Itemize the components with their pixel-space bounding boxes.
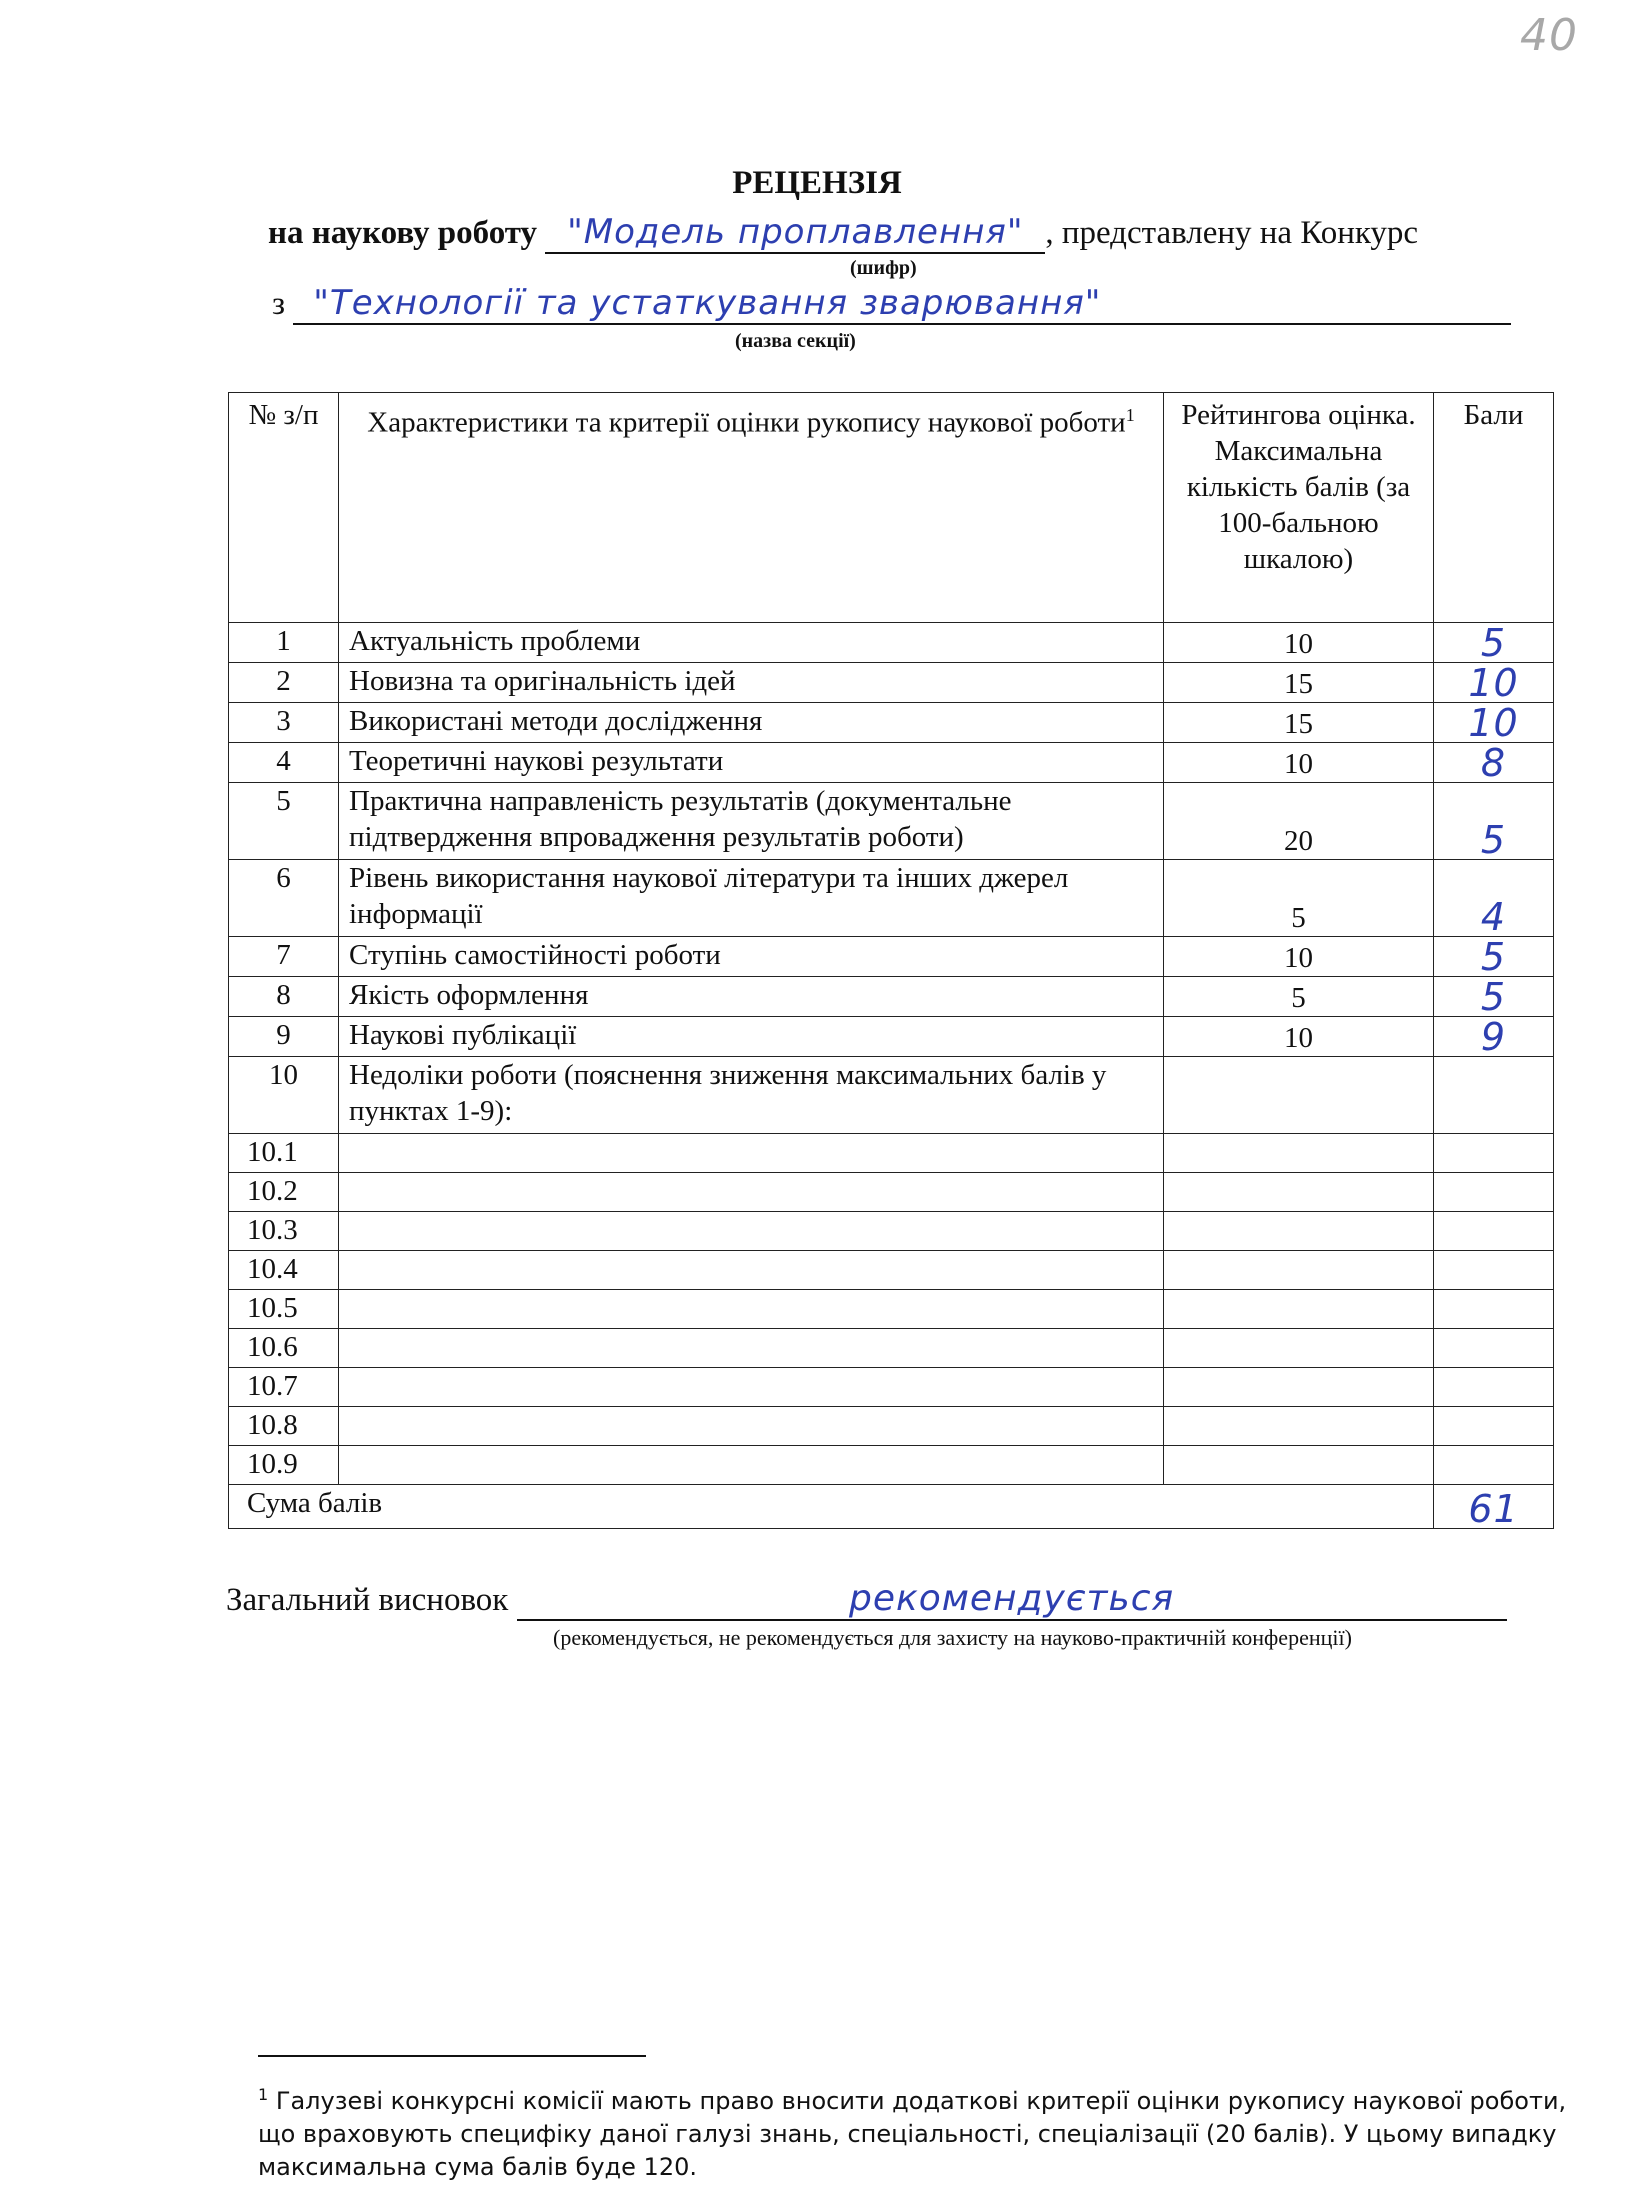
- footnote-ref: 1: [1125, 405, 1135, 425]
- row-no: 9: [229, 1017, 339, 1057]
- row-score: 9: [1434, 1017, 1554, 1057]
- subrow-no: 10.8: [229, 1407, 339, 1446]
- row-max: 10: [1164, 937, 1434, 977]
- row-no: 2: [229, 663, 339, 703]
- row-criteria: Актуальність проблеми: [339, 623, 1164, 663]
- table-row: [229, 623, 1554, 663]
- row-max: 10: [1164, 623, 1434, 663]
- section-prefix: з: [272, 286, 286, 322]
- table-subrow: [229, 1212, 1554, 1251]
- row-criteria: Теоретичні наукові результати: [339, 743, 1164, 783]
- table-subrow: [229, 1329, 1554, 1368]
- subrow-max: [1164, 1329, 1434, 1368]
- work-suffix: , представлену на Конкурс: [1045, 215, 1419, 251]
- document-title: РЕЦЕНЗІЯ: [732, 165, 902, 201]
- table-subrow: [229, 1173, 1554, 1212]
- subrow-no: 10.9: [229, 1446, 339, 1485]
- subrow-text: [339, 1134, 1164, 1173]
- total-label: Сума балів: [229, 1485, 1434, 1529]
- row-no: 3: [229, 703, 339, 743]
- row-criteria: Ступінь самостійності роботи: [339, 937, 1164, 977]
- subrow-text: [339, 1251, 1164, 1290]
- row-score: 8: [1434, 743, 1554, 783]
- row-score: 10: [1434, 663, 1554, 703]
- subrow-score: [1434, 1446, 1554, 1485]
- footnote-marker: 1: [258, 2085, 269, 2104]
- header-criteria: Характеристики та критерії оцінки рукопису наукової роботи$^1$: [339, 393, 1164, 623]
- table-row: [229, 663, 1554, 703]
- subrow-score: [1434, 1290, 1554, 1329]
- table-row: [229, 743, 1554, 783]
- subrow-text: [339, 1173, 1164, 1212]
- row-max: 10: [1164, 743, 1434, 783]
- table-subrow: [229, 1251, 1554, 1290]
- work-label: на наукову роботу: [268, 215, 538, 251]
- row-criteria: Недоліки роботи (пояснення зниження максимальних балів у пунктах 1-9):: [339, 1057, 1164, 1134]
- row-max: 5: [1164, 860, 1434, 937]
- work-line: [268, 212, 1418, 254]
- table-row: [229, 1017, 1554, 1057]
- row-criteria: Використані методи дослідження: [339, 703, 1164, 743]
- subrow-score: [1434, 1407, 1554, 1446]
- subrow-no: 10.5: [229, 1290, 339, 1329]
- header-no: № з/п: [229, 393, 339, 623]
- subrow-no: 10.3: [229, 1212, 339, 1251]
- subrow-no: 10.6: [229, 1329, 339, 1368]
- row-criteria: Рівень використання наукової літератури та інших джерел інформації: [339, 860, 1164, 937]
- table-subrow: [229, 1368, 1554, 1407]
- table-row: [229, 1057, 1554, 1134]
- conclusion-line: [226, 1578, 1507, 1621]
- subrow-score: [1434, 1251, 1554, 1290]
- row-score: 4: [1434, 860, 1554, 937]
- table-row: [229, 977, 1554, 1017]
- footnote-text: Галузеві конкурсні комісії мають право вносити додаткові критерії оцінки рукопису наукової роботи, що враховують специфіку даної галузі знань, спеціальності, спеціалізації (20 балів). У цьому випадку максимальна сума балів буде 120.: [258, 2087, 1567, 2181]
- row-no: 7: [229, 937, 339, 977]
- row-score: 5: [1434, 937, 1554, 977]
- subrow-max: [1164, 1290, 1434, 1329]
- row-no: 1: [229, 623, 339, 663]
- section-caption: (назва секції): [735, 330, 856, 352]
- row-criteria: Практична направленість результатів (документальне підтвердження впровадження результатів роботи): [339, 783, 1164, 860]
- row-no: 8: [229, 977, 339, 1017]
- row-max: 20: [1164, 783, 1434, 860]
- row-no: 6: [229, 860, 339, 937]
- row-score: 10: [1434, 703, 1554, 743]
- table-subrow: [229, 1290, 1554, 1329]
- row-max: 15: [1164, 703, 1434, 743]
- table-subrow: [229, 1446, 1554, 1485]
- subrow-no: 10.1: [229, 1134, 339, 1173]
- review-table: [228, 392, 1554, 1529]
- subrow-max: [1164, 1368, 1434, 1407]
- subrow-max: [1164, 1407, 1434, 1446]
- table-row: [229, 860, 1554, 937]
- subrow-text: [339, 1446, 1164, 1485]
- footnote: [258, 2078, 1568, 2184]
- table-subrow: [229, 1407, 1554, 1446]
- row-criteria: Новизна та оригінальність ідей: [339, 663, 1164, 703]
- subrow-score: [1434, 1134, 1554, 1173]
- subrow-text: [339, 1407, 1164, 1446]
- subrow-score: [1434, 1329, 1554, 1368]
- subrow-score: [1434, 1212, 1554, 1251]
- row-no: 10: [229, 1057, 339, 1134]
- page-number-pencil: 40: [1520, 10, 1578, 61]
- table-row: [229, 703, 1554, 743]
- footnote-divider: [258, 2055, 646, 2057]
- subrow-text: [339, 1212, 1164, 1251]
- table-row: [229, 937, 1554, 977]
- row-score: [1434, 1057, 1554, 1134]
- conclusion-caption: (рекомендується, не рекомендується для захисту на науково-практичній конференції): [553, 1625, 1352, 1650]
- row-score: 5: [1434, 977, 1554, 1017]
- row-criteria: Якість оформлення: [339, 977, 1164, 1017]
- subrow-no: 10.2: [229, 1173, 339, 1212]
- subrow-score: [1434, 1368, 1554, 1407]
- subrow-score: [1434, 1173, 1554, 1212]
- subrow-max: [1164, 1251, 1434, 1290]
- cipher-caption: (шифр): [850, 257, 917, 279]
- row-score: 5: [1434, 623, 1554, 663]
- total-row: [229, 1485, 1554, 1529]
- subrow-text: [339, 1290, 1164, 1329]
- conclusion-label: Загальний висновок: [226, 1582, 509, 1618]
- row-score: 5: [1434, 783, 1554, 860]
- table-header-row: [229, 393, 1554, 623]
- table-subrow: [229, 1134, 1554, 1173]
- section-field: "Технології та устаткування зварювання": [293, 283, 1511, 325]
- subrow-no: 10.7: [229, 1368, 339, 1407]
- cipher-field: "Модель проплавлення": [545, 212, 1045, 254]
- row-max: 15: [1164, 663, 1434, 703]
- subrow-text: [339, 1368, 1164, 1407]
- row-max: 10: [1164, 1017, 1434, 1057]
- row-no: 5: [229, 783, 339, 860]
- subrow-no: 10.4: [229, 1251, 339, 1290]
- row-max: 5: [1164, 977, 1434, 1017]
- table-row: [229, 783, 1554, 860]
- total-score: 61: [1434, 1485, 1554, 1529]
- subrow-max: [1164, 1212, 1434, 1251]
- subrow-max: [1164, 1173, 1434, 1212]
- subrow-max: [1164, 1446, 1434, 1485]
- row-criteria: Наукові публікації: [339, 1017, 1164, 1057]
- subrow-text: [339, 1329, 1164, 1368]
- header-max: Рейтингова оцінка. Максимальна кількість балів (за 100-бальною шкалою): [1164, 393, 1434, 623]
- section-line: [272, 283, 1511, 325]
- row-max: [1164, 1057, 1434, 1134]
- row-no: 4: [229, 743, 339, 783]
- conclusion-field: рекомендується: [517, 1578, 1507, 1621]
- subrow-max: [1164, 1134, 1434, 1173]
- header-score: Бали: [1434, 393, 1554, 623]
